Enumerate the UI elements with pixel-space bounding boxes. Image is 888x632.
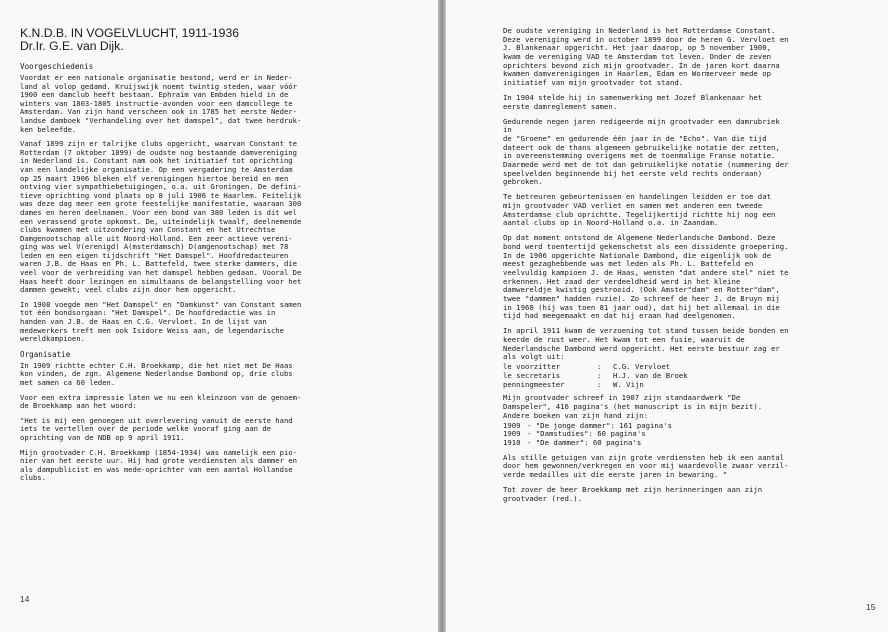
- book-title: - "De dammer": 60 pagina's: [527, 437, 642, 447]
- book-list: [503, 422, 871, 448]
- left-page: [0, 0, 438, 632]
- article-author: Dr.Ir. G.E. van Dijk.: [20, 39, 124, 53]
- paragraph: Mijn grootvader schreef in 1907 zijn standaardwerk "De Damspeler", 416 pagina's (het manuscript is in mijn bezit). Andere boeken van zijn hand zijn:: [503, 393, 763, 420]
- book-year: 1909: [503, 429, 521, 439]
- paragraph: Voordat er een nationale organisatie bestond, werd er in Neder- land al volop gedamd. Kruijswijk noemt twintig steden, waar vóór 1900 een damclub heeft bestaan. Ephraïm van Embden hield in de winters van 1803-1805 instructie-avonden voor een damcollege te Amsterdam. Van zijn hand verscheen ook in 1785 het eerste Neder- landse damboek "Verhandeling over het damspel", dat twee herdruk- ken beleefde.: [20, 73, 302, 134]
- paragraph: Op dat moment ontstond de Algemene Nederlandsche Dambond. Deze bond werd toentertijd gekenschetst als een dissidente groepering. In de 1906 opgerichte Nationale Dambond, die eigenlijk ook de meest gezaghebbende was met leden als Ph. L. Battefeld en veelvuldig kampioen J. de Haas, wensten "dat andere stel" niet te erkennen. Het zaad der verdeeldheid werd in het kleine damwereldje kwistig gestrooid. (Ook Amster"dam" en Rotter"dam", twee "dammen" hadden ruzie). Zo schreef de heer J. de Bruyn mij in 1960 (hij was toen 81 jaar oud), dat hij het allemaal in die tijd had meegemaakt en dat hij eraan had deelgenomen.: [503, 233, 789, 321]
- page-number: 15: [866, 602, 876, 612]
- board-role: le voorzitter: [503, 362, 561, 372]
- paragraph: In 1904 stelde hij in samenwerking met Jozef Blankenaar het eerste damreglement samen.: [503, 92, 763, 111]
- board-name: W. Vijn: [613, 379, 644, 389]
- board-name: H.J. van de Broek: [613, 370, 688, 380]
- board-role: penningmeester: [503, 379, 565, 389]
- paragraph: In 1908 voegde men "Het Damspel" en "Damkunst" van Constant samen tot één bondsorgaan: "Het Damspel". De hoofdredactie was in handen van J.B. de Haas en C.G. Vervloet. In de lijst van medewerkers treft men ook Isidore Weiss aan, de legendarische wereldkampioen.: [20, 299, 302, 344]
- paragraph: Te betreuren gebeurtenissen en handelingen leidden er toe dat mijn grootvader VAD verliet en samen met anderen een tweede Amsterdamse club oprichtte. Tegelijkertijd richtte hij nog een aantal clubs op in Noord-Holland o.a. in Zaandam.: [503, 192, 776, 228]
- page-number: 14: [20, 594, 30, 604]
- book-year: 1910: [503, 437, 521, 447]
- section-heading-voorgeschiedenis: Voorgeschiedenis: [20, 62, 94, 71]
- right-page: [446, 0, 888, 632]
- separator: :: [597, 362, 602, 372]
- book-title: - "De jonge dammer": 161 pagina's: [527, 420, 672, 430]
- paragraph: In april 1911 kwam de verzoening tot stand tussen beide bonden en keerde de rust weer. Het kwam tot een fusie, waaruit de Nederlandsche Dambond werd opgericht. Het eerste bestuur zag er als volgt uit:: [503, 326, 789, 362]
- book-year: 1909: [503, 420, 521, 430]
- separator: :: [597, 379, 602, 389]
- section-heading-organisatie: Organisatie: [20, 349, 71, 359]
- left-column: [20, 27, 413, 489]
- right-column: [503, 27, 871, 510]
- book-item: [503, 439, 871, 448]
- paragraph: Vanaf 1899 zijn er talrijke clubs opgericht, waarvan Constant te Rotterdam (7 oktober 1899) de oudste nog bestaande damvereniging in Nederland is. Constant nam ook het initiatief tot oprichting van een landelijke organisatie. Op een vergadering te Amsterdam op 25 maart 1906 bleken elf verenigingen hiertoe bereid en men ontving vier sympathiebetuigingen, o.a. uit Groningen. De defini- tieve oprichting vond plaats op 8 juli 1906 te Haarlem. Feitelijk was deze dag meer een grote feestelijke manifestatie, waaraan 300 dames en heren deelnamen. Voor een bond van 380 leden is dit wel een verassend grote opkomst. De, uiteindelijk twaalf, deelnemende clubs kwamen met uitzondering van Constant en het Utrechtse Damgenootschap alle uit Noord-Holland. Een zeer actieve vereni- ging was wel V(erenigd) A(msterdamsch) D(amgenootschap) met 78 leden en een eigen tijdschrift "Het Damspel". Hoofdredacteuren waren J.B. de Haas en Ph. L. Battefeld, twee sterke dammers, die veel voor de verbreiding van het damspel hebben gedaan. Vooral De Haas heeft door lezingen en simultaans de belangstelling voor het dammen gewekt; veel clubs zijn door hem opgericht.: [20, 139, 302, 295]
- paragraph: De oudste vereniging in Nederland is het Rotterdamse Constant. Deze vereniging werd in october 1899 door de heren G. Vervloet en J. Blankenaar opgericht. Het jaar daarop, op 5 november 1900, kwam de vereniging VAD te Amsterdam tot leven. Onder de zeven oprichters bevond zich mijn grootvader. In de jaren kort daarna kwamen damverenigingen in Haarlem, Edam en Wormerveer mede op initiatief van mijn grootvader tot stand.: [503, 26, 789, 87]
- paragraph: Als stille getuigen van zijn grote verdiensten heb ik een aantal door hem gewonnen/verkregen en voor mij waardevolle zwaar verzil- verde medailles uit die eerste jaren in bewaring. ": [503, 452, 789, 479]
- paragraph: In 1909 richtte echter C.H. Broekkamp, die het niet met De Haas kon vinden, de zgn. Algemene Nederlandse Dambond op, drie clubs met samen ca 60 leden.: [20, 360, 293, 387]
- separator: :: [597, 370, 602, 380]
- article-title: K.N.D.B. IN VOGELVLUCHT, 1911-1936: [20, 26, 240, 40]
- board-list: [503, 363, 871, 389]
- paragraph: Voor een extra impressie laten we nu een kleinzoon van de genoem- de Broekkamp aan het woord:: [20, 392, 302, 411]
- board-member: [503, 381, 871, 390]
- book-gutter: [438, 0, 446, 632]
- paragraph: Gedurende negen jaren redigeerde mijn grootvader een damrubriek in de "Groene" en gedurende één jaar in de "Echo". Van die tijd dateert ook de thans algemeen gebruikelijke notatie der zetten, in overeenstemming overigens met de toenmalige Franse notatie. Daarmede werd met de tot dan gebruikelijke notatie (nummering der speelvelden beginnende bij het eerste veld rechts onderaan) gebroken.: [503, 116, 789, 187]
- paragraph: "Het is mij een genoegen uit overlevering vanuit de eerste hand iets te vertellen over de periode welke vooraf ging aan de oprichting van de NDB op 9 april 1911.: [20, 415, 293, 442]
- paragraph: Mijn grootvader C.H. Broekkamp (1854-1934) was namelijk een pio- nier van het eerste uur. Hij had grote verdiensten als dammer en als dampublicist en was mede-oprichter van een aantal Hollandse clubs.: [20, 447, 297, 483]
- board-name: C.G. Vervloet: [613, 362, 671, 372]
- paragraph: Tot zover de heer Broekkamp met zijn herinneringen aan zijn grootvader (red.).: [503, 484, 763, 503]
- board-role: le secretaris: [503, 370, 561, 380]
- book-title: - "Damstudies": 60 pagina's: [527, 429, 646, 439]
